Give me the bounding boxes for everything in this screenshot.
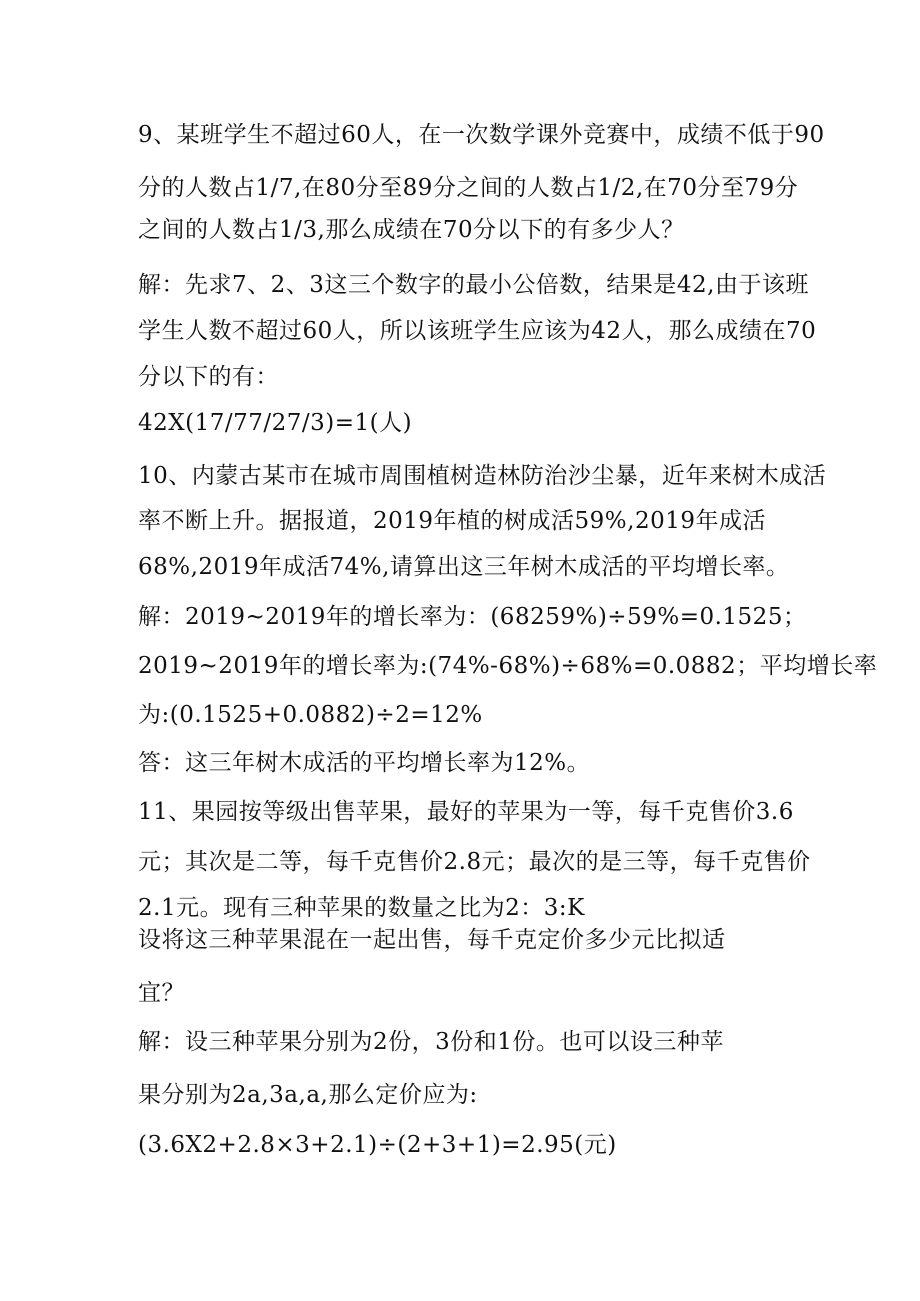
problem-9-line-1: 9、某班学生不超过60人，在一次数学课外竞赛中，成绩不低于90 [138, 122, 825, 148]
problem-11-line-3: 2.1元。现有三种苹果的数量之比为2：3:K [138, 895, 585, 921]
problem-11-solution-line-2: 果分别为2a,3a,a,那么定价应为: [138, 1082, 478, 1108]
problem-11-solution-line-1: 解：设三种苹果分别为2份，3份和1份。也可以设三种苹 [138, 1029, 724, 1055]
problem-10-line-2: 率不断上升。据报道，2019年植的树成活59%,2019年成活 [138, 508, 766, 534]
problem-11-formula: (3.6X2+2.8×3+2.1)÷(2+3+1)=2.95(元) [138, 1132, 617, 1158]
problem-9-line-2: 分的人数占1/7,在80分至89分之间的人数占1/2,在70分至79分 [138, 175, 799, 201]
problem-11-line-5: 宜？ [138, 980, 185, 1006]
problem-11-line-2: 元；其次是二等，每千克售价2.8元；最次的是三等，每千克售价 [138, 849, 811, 875]
problem-10-solution-line-3: 为:(0.1525+0.0882)÷2=12% [138, 702, 483, 728]
problem-11-line-4: 设将这三种苹果混在一起出售，每千克定价多少元比拟适 [138, 927, 726, 953]
problem-10-solution-line-2: 2019~2019年的增长率为:(74%-68%)÷68%=0.0882；平均增长率 [138, 653, 878, 679]
problem-9-solution-line-1: 解：先求7、2、3这三个数字的最小公倍数，结果是42,由于该班 [138, 272, 809, 298]
problem-10-solution-line-1: 解：2019~2019年的增长率为：(68259%)÷59%=0.1525； [138, 604, 807, 630]
problem-10-line-1: 10、内蒙古某市在城市周围植树造林防治沙尘暴，近年来树木成活 [138, 463, 827, 489]
problem-9-solution-line-3: 分以下的有： [138, 364, 279, 390]
problem-9-formula: 42X(17/77/27/3)=1(人) [138, 410, 413, 436]
problem-9-solution-line-2: 学生人数不超过60人，所以该班学生应该为42人，那么成绩在70 [138, 318, 817, 344]
problem-10-line-3: 68%,2019年成活74%,请算出这三年树木成活的平均增长率。 [138, 554, 790, 580]
problem-11-line-1: 11、果园按等级出售苹果，最好的苹果为一等，每千克售价3.6 [138, 799, 794, 825]
problem-9-line-3: 之间的人数占1/3,那么成绩在70分以下的有多少人？ [138, 217, 685, 243]
problem-10-answer: 答：这三年树木成活的平均增长率为12%。 [138, 750, 591, 776]
